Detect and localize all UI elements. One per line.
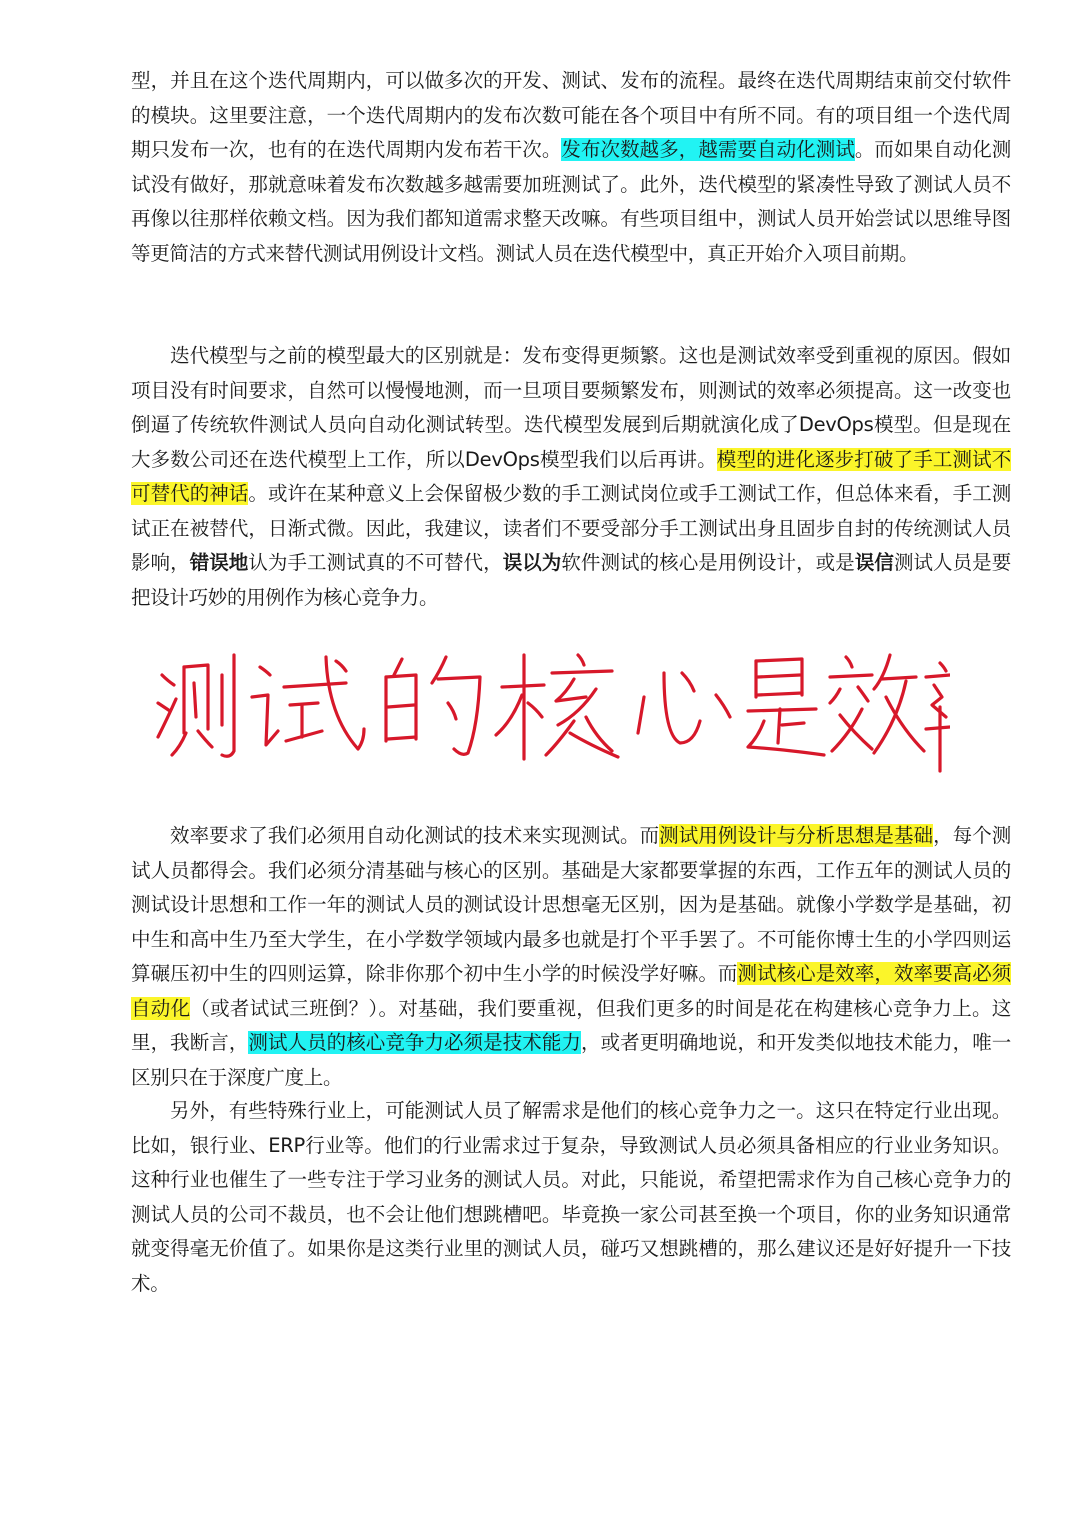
text-span: 。而如果自动化测试没有做好，那就意味着发布次数越多越需要加班测试了。此外，迭代模型的紧凑性导致了测试人员不再像以往那样依赖文档。因为我们都知道需求整天改嘛。有些项目组中，测试人员开始尝试以思维导图等更简洁的方式来替代测试用例设计文档。测试人员在迭代模型中，真正开始介入项目前期。 bbox=[131, 138, 1011, 265]
handwritten-annotation bbox=[150, 625, 950, 775]
paragraph-iteration-model bbox=[131, 64, 1011, 271]
bold-text: 错误地 bbox=[189, 551, 249, 574]
text-span: 软件测试的核心是用例设计，或是 bbox=[561, 551, 855, 574]
text-span: 另外，有些特殊行业上，可能测试人员了解需求是他们的核心竞争力之一。这只在特定行业出现。比如，银行业、ERP行业等。他们的行业需求过于复杂，导致测试人员必须具备相应的行业业务知识。这种行业也催生了一些专注于学习业务的测试人员。对此，只能说，希望把需求作为自己核心竞争力的测试人员的公司不裁员，也不会让他们想跳槽吧。毕竟换一家公司甚至换一个项目，你的业务知识通常就变得毫无价值了。如果你是这类行业里的测试人员，碰巧又想跳槽的，那么建议还是好好提升一下技术。 bbox=[131, 1099, 1011, 1295]
paragraph-industry bbox=[131, 1094, 1011, 1301]
highlight-yellow: 模型的进化逐步打破了手工测试不可替代的神话 bbox=[131, 447, 1011, 505]
text-span: 迭代模型与之前的模型最大的区别就是：发布变得更频繁。这也是测试效率受到重视的原因。假如项目没有时间要求，自然可以慢慢地测，而一旦项目要频繁发布，则测试的效率必须提高。这一改变也倒逼了传统软件测试人员向自动化测试转型。迭代模型发展到后期就演化成了DevOps模型。但是现在大多数公司还在迭代模型上工作，所以DevOps模型我们以后再讲。 bbox=[131, 344, 1011, 471]
text-span: 。或许在某种意义上会保留极少数的手工测试岗位或手工测试工作，但总体来看，手工测试正在被替代，日渐式微。因此，我建议，读者们不要受部分手工测试出身且固步自封的传统测试人员影响， bbox=[131, 482, 1011, 574]
highlight-cyan: 发布次数越多，越需要自动化测试 bbox=[561, 138, 855, 161]
highlight-cyan: 测试人员的核心竞争力必须是技术能力 bbox=[248, 1031, 581, 1054]
text-span: 测试人员是要把设计巧妙的用例作为核心竞争力。 bbox=[131, 551, 1011, 609]
text-span: （或者试试三班倒？）。对基础，我们要重视，但我们更多的时间是花在构建核心竞争力上。这里，我断言， bbox=[131, 996, 1011, 1054]
paragraph-release-frequency bbox=[131, 339, 1011, 615]
text-span: 效率要求了我们必须用自动化测试的技术来实现测试。而 bbox=[170, 824, 660, 847]
text-span: ，或者更明确地说，和开发类似地技术能力，唯一区别只在于深度广度上。 bbox=[131, 1031, 1011, 1089]
highlight-yellow: 测试核心是效率，效率要高必须自动化 bbox=[131, 962, 1011, 1020]
text-span: ，每个测试人员都得会。我们必须分清基础与核心的区别。基础是大家都要掌握的东西，工作五年的测试人员的测试设计思想和工作一年的测试人员的测试设计思想毫无区别，因为是基础。就像小学数学是基础，初中生和高中生乃至大学生，在小学数学领域内最多也就是打个平手罢了。不可能你博士生的小学四则运算碾压初中生的四则运算，除非你那个初中生小学的时候没学好嘛。而 bbox=[131, 824, 1011, 985]
paragraph-efficiency bbox=[131, 819, 1011, 1095]
bold-text: 误以为 bbox=[502, 551, 562, 574]
bold-text: 误信 bbox=[854, 551, 894, 574]
text-span: 型，并且在这个迭代周期内，可以做多次的开发、测试、发布的流程。最终在迭代周期结束前交付软件的模块。这里要注意，一个迭代周期内的发布次数可能在各个项目中有所不同。有的项目组一个迭代周期只发布一次，也有的在迭代周期内发布若干次。 bbox=[131, 69, 1011, 161]
text-span: 认为手工测试真的不可替代， bbox=[248, 551, 503, 574]
highlight-yellow: 测试用例设计与分析思想是基础 bbox=[659, 824, 934, 847]
handwriting-drawing bbox=[150, 625, 950, 775]
